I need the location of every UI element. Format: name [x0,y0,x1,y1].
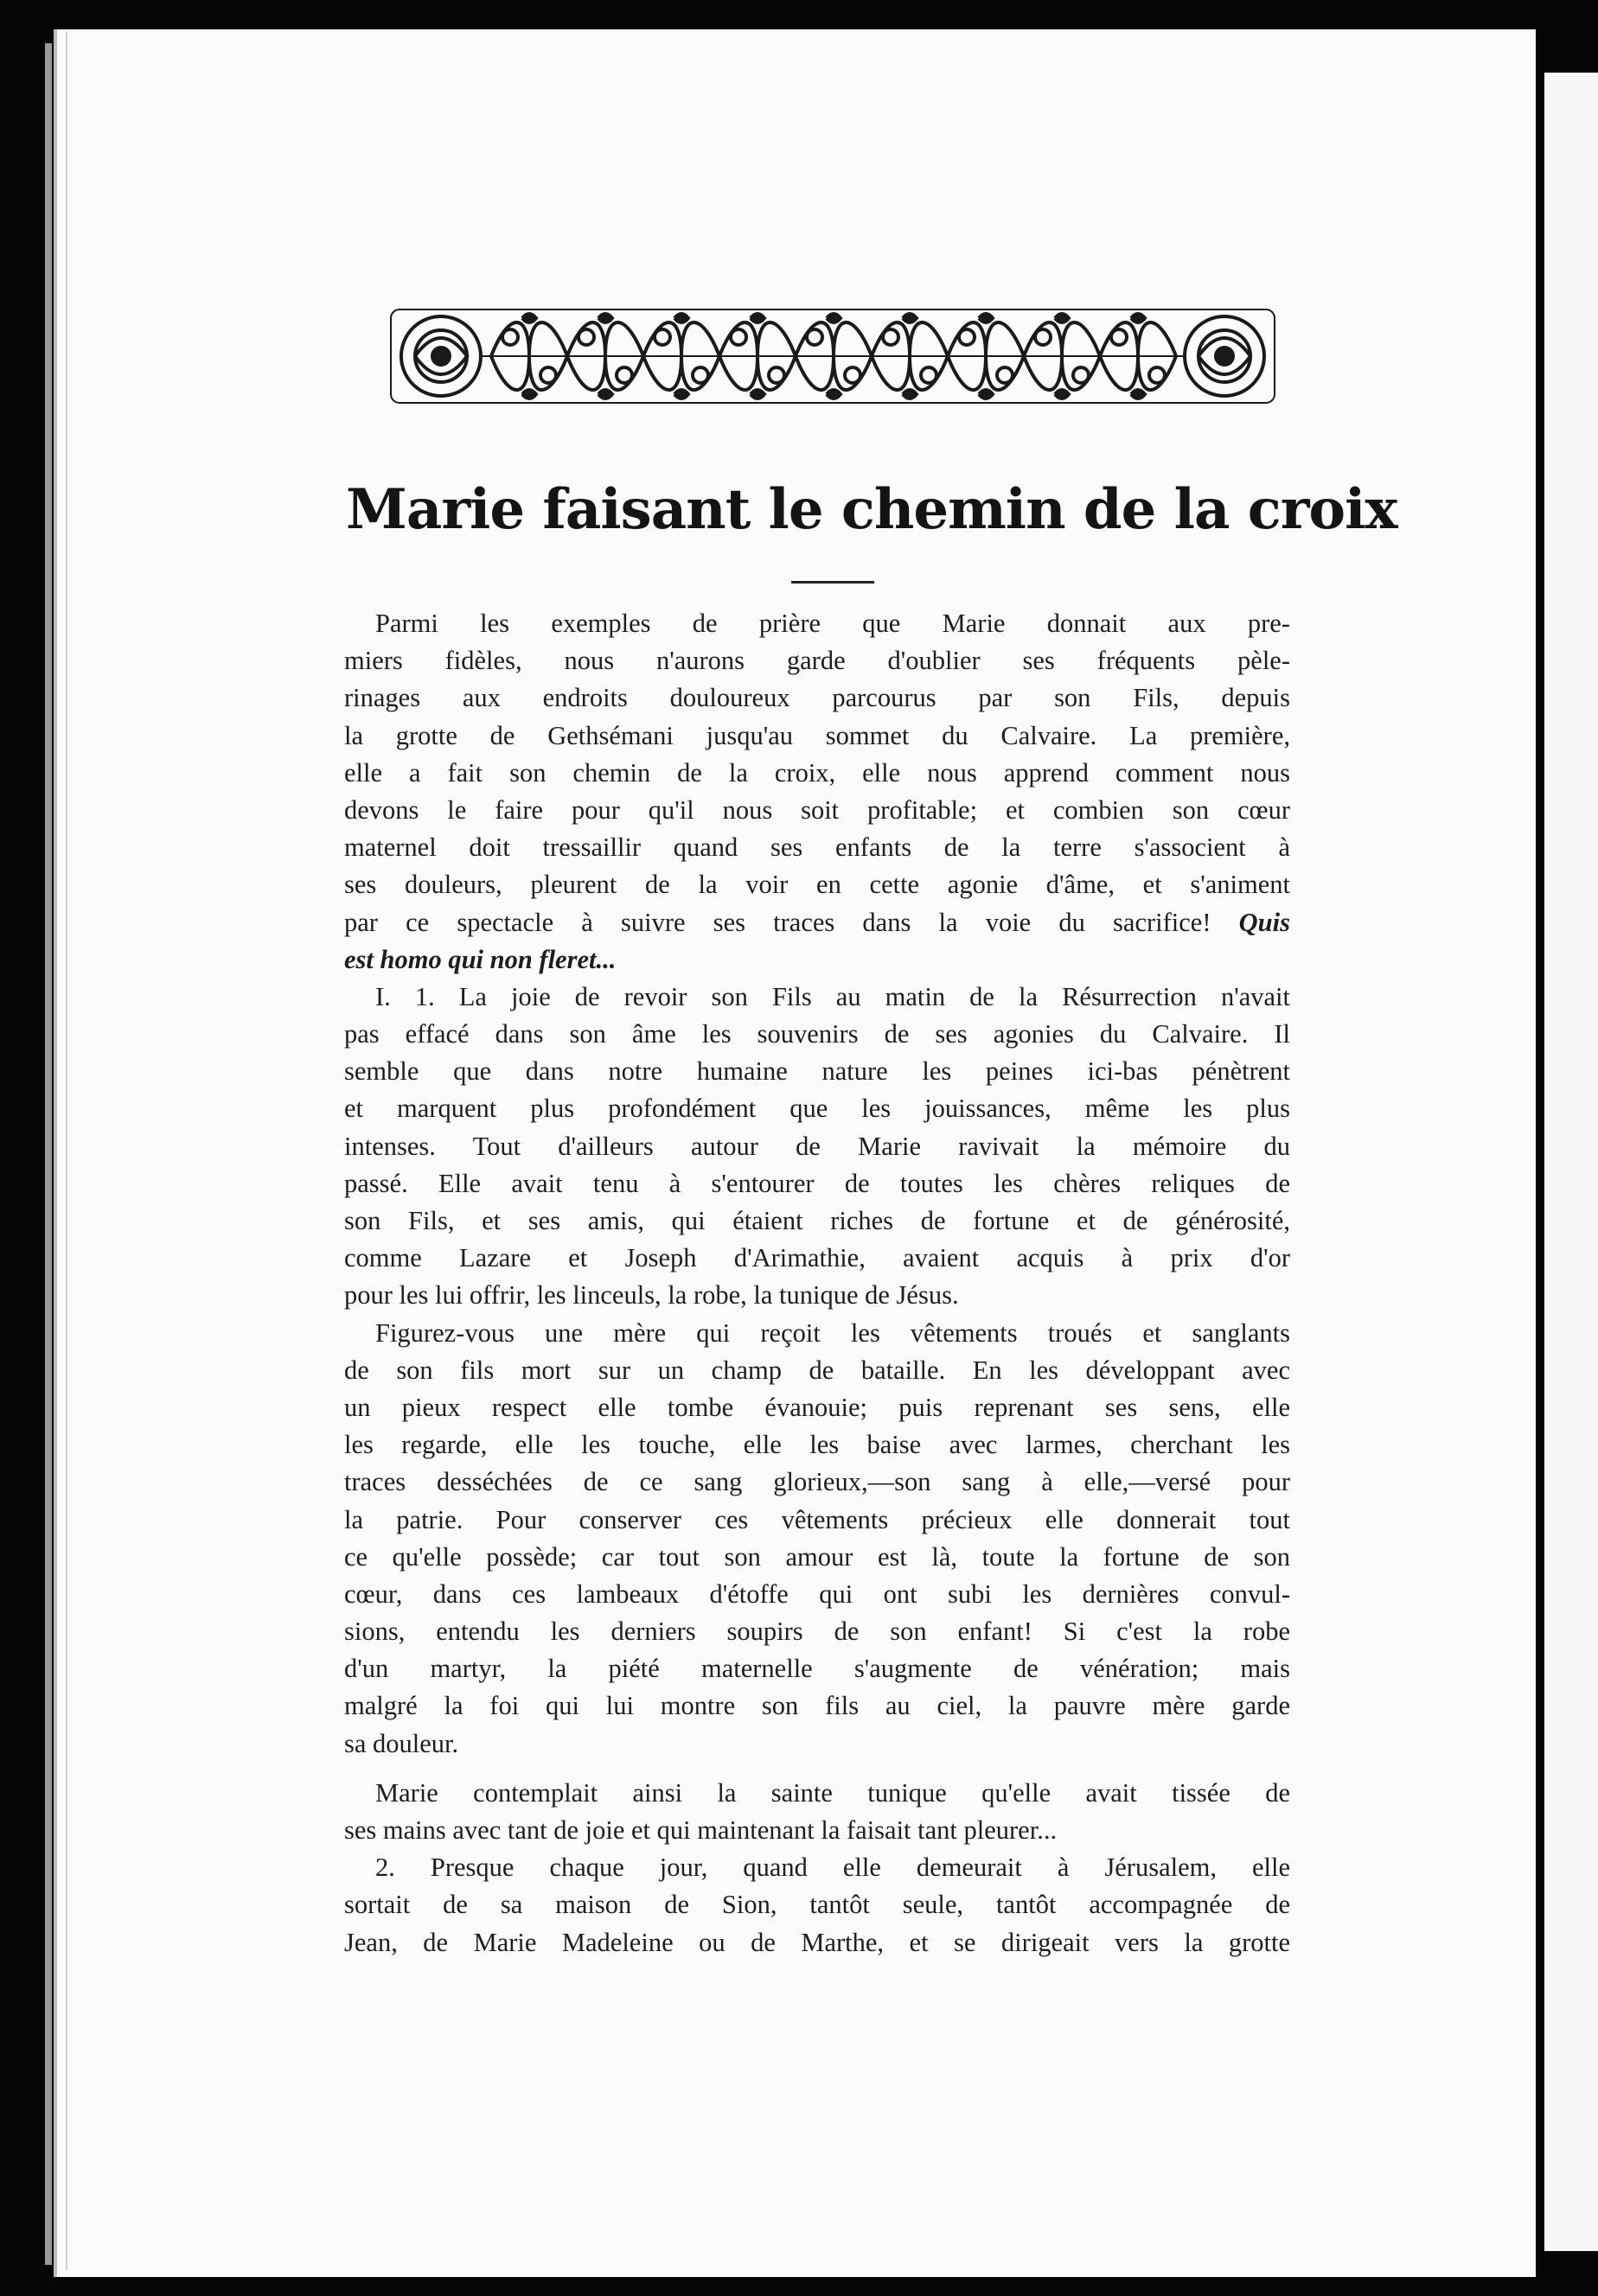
ornament-flourish [1055,390,1069,399]
ornament-flourish [883,329,898,345]
ornament-flourish [1131,390,1145,399]
book-edge [45,43,52,2265]
paragraph [344,1849,1290,1961]
text-line: comme Lazare et Joseph d'Arimathie, avaient acquis à prix d'or [344,1243,1290,1273]
text-line: passé. Elle avait tenu à s'entourer de toutes les chères reliques de [344,1168,1290,1198]
page-gutter-line [66,31,67,2270]
ornament-flourish [1073,367,1089,383]
ornament-flourish [751,314,764,322]
ornament-flourish [979,390,993,399]
text-line: rinages aux endroits douloureux parcourus par son Fils, depuis [344,683,1290,713]
text-line [344,904,1290,941]
text-line: de son fils mort sur un champ de bataille. En les développant avec [344,1355,1290,1385]
ornament-flourish [979,314,993,322]
ornament-flourish [769,367,784,383]
ornament-flourish [827,314,841,322]
ornament-flourish [598,390,612,399]
text-line: devons le faire pour qu'il nous soit profitable; et combien son cœur [344,794,1290,825]
paragraph [344,605,1290,979]
text-line: Marie contemplait ainsi la sainte tunique qu'elle avait tissée de [375,1777,1290,1808]
article-body [344,605,1290,1961]
text-line: la patrie. Pour conserver ces vêtements précieux elle donnerait tout [344,1504,1290,1534]
ornament-flourish [845,367,860,383]
ornament-flourish [827,390,841,399]
ornament-flourish [731,329,746,345]
text-line: les regarde, elle les touche, elle les baise avec larmes, cherchant les [344,1430,1290,1460]
text-line: I. 1. La joie de revoir son Fils au matin de la Résurrection n'avait [375,981,1290,1011]
text-line: maternel doit tressaillir quand ses enfants de la terre s'associent à [344,832,1290,863]
text-line: la grotte de Gethsémani jusqu'au sommet du Calvaire. La première, [344,720,1290,750]
ornament-flourish [903,390,917,399]
ornament-flourish [997,367,1013,383]
text-line: et marquent plus profondément que les jouissances, même les plus [344,1094,1290,1124]
ornament-flourish [617,367,632,383]
ornament-flourish [807,329,822,345]
title-rule [791,581,874,584]
latin-quote: est homo qui non fleret... [344,944,617,974]
ornament-flourish [540,367,556,383]
text-segment: par ce spectacle à suivre ses traces dans la voie du sacrifice! [344,907,1211,937]
text-line: sa douleur. [344,1728,459,1758]
text-line: son Fils, et ses amis, qui étaient riches de fortune et de générosité, [344,1206,1290,1235]
ornament-flourish [693,367,708,383]
text-line: d'un martyr, la piété maternelle s'augmente de vénération; mais [344,1654,1290,1684]
text-line: cœur, dans ces lambeaux d'étoffe qui ont subi les dernières convul- [344,1578,1290,1609]
ornament-flourish [1149,367,1165,383]
text-line: traces desséchées de ce sang glorieux,—son sang à elle,—versé pour [344,1467,1290,1497]
ornament-flourish [674,314,688,322]
latin-quote: Quis [1238,907,1290,937]
ornament-flourish [674,390,688,399]
text-line: semble que dans notre humaine nature les peines ici-bas pénètrent [344,1056,1290,1087]
ornament-flourish [921,367,936,383]
text-line: 2. Presque chaque jour, quand elle demeurait à Jérusalem, elle [375,1853,1290,1883]
ornament-flourish [432,348,450,365]
ornament-flourish [1055,314,1069,322]
text-line: ses mains avec tant de joie et qui maintenant la faisait tant pleurer... [344,1815,1058,1845]
ornament-flourish [522,314,536,322]
ornament-flourish [1111,329,1127,345]
page-title: Marie faisant le chemin de la croix [346,477,1397,542]
ornament-flourish [1131,314,1145,322]
text-line: Parmi les exemples de prière que Marie donnait aux pre- [375,609,1290,638]
text-line: un pieux respect elle tombe évanouie; puis reprenant ses sens, elle [344,1392,1290,1422]
text-line [344,941,1290,979]
ornamental-header-band [387,303,1278,410]
ornament-flourish [655,329,670,345]
text-line: pour les lui offrir, les linceuls, la robe, la tunique de Jésus. [344,1280,959,1311]
next-page-edge [1544,73,1598,2251]
ornament-flourish [598,314,612,322]
text-line: sortait de sa maison de Sion, tantôt seule, tantôt accompagnée de [344,1890,1290,1920]
ornament-flourish [1035,329,1051,345]
text-line: ce qu'elle possède; car tout son amour est là, toute la fortune de son [344,1541,1290,1572]
text-line: Figurez-vous une mère qui reçoit les vêtements troués et sanglants [375,1317,1290,1348]
ornament-flourish [1216,348,1233,365]
ornament-flourish [903,314,917,322]
ornament-flourish [578,329,594,345]
paragraph [344,979,1290,1315]
text-line: Jean, de Marie Madeleine ou de Marthe, et se dirigeait vers la grotte [344,1927,1290,1957]
ornament-flourish [751,390,764,399]
ornament-flourish [522,390,536,399]
text-line: sions, entendu les derniers soupirs de son enfant! Si c'est la robe [344,1617,1290,1647]
ornament-flourish [959,329,975,345]
paragraph [344,1315,1290,1763]
text-line: ses douleurs, pleurent de la voir en cette agonie d'âme, et s'animent [344,870,1290,900]
text-line: malgré la foi qui lui montre son fils au ciel, la pauvre mère garde [344,1691,1290,1721]
paragraph [344,1775,1290,1849]
text-line: intenses. Tout d'ailleurs autour de Marie ravivait la mémoire du [344,1131,1290,1161]
text-line: pas effacé dans son âme les souvenirs de ses agonies du Calvaire. Il [344,1019,1290,1049]
ornament-flourish [502,329,518,345]
text-line: miers fidèles, nous n'aurons garde d'oublier ses fréquents pèle- [344,646,1290,676]
text-line: elle a fait son chemin de la croix, elle nous apprend comment nous [344,757,1290,788]
